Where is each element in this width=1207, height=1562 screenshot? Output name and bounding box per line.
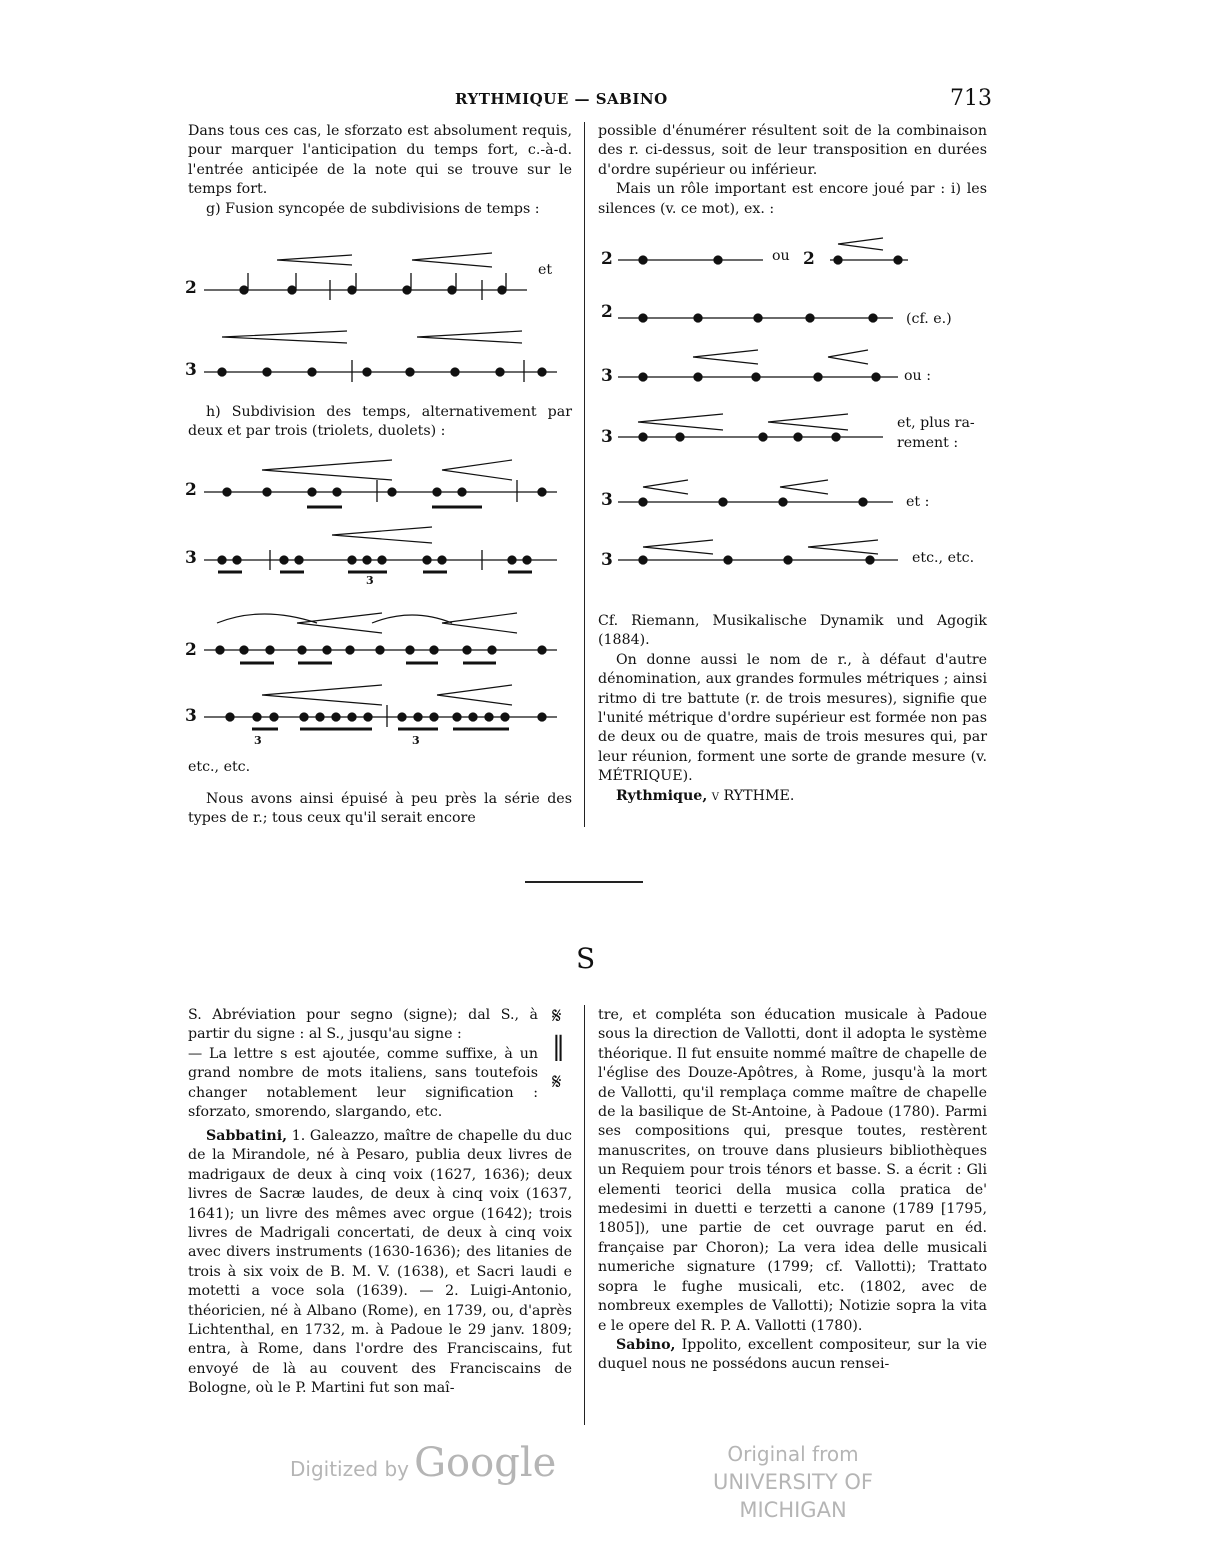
paragraph-sforzato: Dans tous ces cas, le sforzato est absolument requis, pour marquer l'anticipation du temps fort, c.-à-d. l'entrée anticipée de la note qui se trouve sur le temps fort. bbox=[188, 123, 572, 198]
sabbatini-head: Sabbatini, bbox=[206, 1128, 288, 1144]
section-letter: S bbox=[576, 942, 596, 975]
ou-colon-label: ou : bbox=[904, 368, 931, 384]
meter-i-1b: 2 bbox=[803, 249, 815, 269]
paragraph-riemann: Cf. Riemann, Musikalische Dynamik und Agogik (1884). bbox=[598, 613, 987, 649]
meter-i-3: 3 bbox=[601, 366, 613, 386]
suffix-wrap bbox=[188, 1045, 538, 1123]
running-title: RYTHMIQUE — SABINO bbox=[455, 90, 668, 108]
right-column-cont bbox=[598, 612, 987, 806]
digitized-watermark bbox=[290, 1440, 556, 1486]
paragraph-sabbatini-cont: tre, et compléta son éducation musicale à Padoue sous la direction de Vallotti, dont il adopta le système théorique. Il fut ensuite nommé maître de chapelle de l'église des Douze-Apôtres, à Rome, jusqu'à la mort de Vallotti, qu'il remplaça comme maître de chapelle de la basilique de St-Antoine, à Padoue (1780). Parmi ses compositions qui, presque toutes, restèrent manuscrites, on trouve dans plusieurs bibliothèques un Requiem pour trois ténors et basse. S. a écrit : Gli elementi teorici della musica colla pratica de' medesimi in duetti e terzetti a canone (1789 [1795, 1805]), une partie de cet ouvrage parut en éd. française par Choron); La vera idea delle musicali numeriche signature (1799; cf. Vallotti); Trattato sopra le fughe musicali, etc. (1802, avec de nombreux exemples de Vallotti); Notizie sopra la vita e le opere del R. P. A. Vallotti (1780). bbox=[598, 1007, 987, 1334]
meter-g-2: 3 bbox=[185, 360, 197, 380]
paragraph-s-abbrev: S. Abréviation pour segno (signe); dal S., à partir du signe : al S., jusqu'au signe : bbox=[188, 1007, 538, 1043]
column-divider-top bbox=[584, 122, 585, 827]
sabbatini-wrap bbox=[188, 1127, 572, 1399]
paragraph-sabbatini bbox=[188, 1127, 572, 1399]
digitized-by-text: Digitized by bbox=[290, 1457, 409, 1481]
segno-bar: ‖ bbox=[552, 1032, 565, 1062]
meter-i-6: 3 bbox=[601, 550, 613, 570]
triplet-mark-1: 3 bbox=[366, 574, 374, 587]
left-column-bottom bbox=[188, 1006, 538, 1045]
rythmique-head: Rythmique, bbox=[616, 787, 708, 804]
music-examples-left bbox=[182, 245, 582, 745]
rement-label: rement : bbox=[897, 435, 959, 451]
original-watermark bbox=[668, 1440, 918, 1524]
paragraph-g: g) Fusion syncopée de subdivisions de temps : bbox=[206, 200, 540, 217]
column-divider-bottom bbox=[584, 1005, 585, 1425]
paragraph-silences: Mais un rôle important est encore joué par : i) les silences (v. ce mot), ex. : bbox=[598, 181, 987, 217]
music-examples-right bbox=[598, 232, 908, 582]
et-colon-label: et : bbox=[906, 494, 930, 510]
meter-i-2: 2 bbox=[601, 302, 613, 322]
right-column-bottom bbox=[598, 1006, 987, 1375]
sabbatini-body: 1. Galeazzo, maître de chapelle du duc de la Mirandole, né à Pesaro, publia deux livres de madrigaux de deux à cinq voix (1627, 1636); deux livres de Sacræ laudes, de deux à cinq voix (1637, 1641); un livre des mêmes avec orgue (1642); trois livres de Madrigali concertati, de deux à cinq voix avec divers instruments (1630-1636); des litanies de trois à six voix de B. M. V. (1638), et Sacri laudi e motetti a voce sola (1639). — 2. Luigi-Antonio, théoricien, né à Albano (Rome), en 1739, ou, d'après Lichtenthal, en 1732, m. à Padoue le 29 janv. 1809; entra, à Rome, dans l'ordre des Franciscains, fut envoyé de là au couvent des Franciscains de Bologne, où le P. Martini fut son maî- bbox=[188, 1128, 572, 1397]
meter-h-2: 3 bbox=[185, 548, 197, 568]
paragraph-sabino bbox=[598, 1336, 987, 1375]
right-column-top bbox=[598, 122, 987, 219]
page-number: 713 bbox=[950, 86, 992, 111]
g-et-label: et bbox=[538, 262, 553, 278]
paragraph-combinaison: possible d'énumérer résultent soit de la combinaison des r. ci-dessus, soit de leur transposition en durées d'ordre supérieur ou inférieur. bbox=[598, 123, 987, 178]
rythmique-ref: v RYTHME. bbox=[711, 787, 795, 804]
et-plus-label: et, plus ra- bbox=[897, 415, 975, 431]
sabino-head: Sabino, bbox=[616, 1336, 676, 1353]
sabino-body: Ippolito, excellent compositeur, sur la vie duquel nous ne possédons aucun rensei- bbox=[598, 1336, 987, 1373]
paragraph-serie: Nous avons ainsi épuisé à peu près la série des types de r.; tous ceux qu'il serait encore bbox=[188, 791, 572, 827]
etc-text: etc., etc. bbox=[188, 759, 251, 775]
paragraph-ritmo: On donne aussi le nom de r., à défaut d'autre dénomination, aux grandes formules métriques ; ainsi ritmo di tre battute (r. de trois mesures), signifie que l'unité métrique d'ordre supérieur est formée non pas de deux ou de quatre, mais de trois mesures qui, par leur réunion, forment une sorte de grande mesure (v. MÉTRIQUE). bbox=[598, 651, 987, 785]
segno-sign-2: 𝄋 bbox=[552, 1070, 562, 1095]
university-text: UNIVERSITY OF MICHIGAN bbox=[713, 1470, 873, 1522]
section-rule bbox=[525, 881, 643, 883]
meter-h-4: 3 bbox=[185, 706, 197, 726]
paragraph-h: h) Subdivision des temps, alternativement par deux et par trois (triolets, duolets) : bbox=[188, 404, 572, 440]
etc-wrap bbox=[188, 758, 572, 777]
meter-i-1: 2 bbox=[601, 249, 613, 269]
meter-g-1: 2 bbox=[185, 278, 197, 298]
paragraph-rythmique bbox=[598, 787, 987, 806]
google-logo-text: Google bbox=[414, 1440, 557, 1486]
i-ou-label: ou bbox=[772, 248, 790, 264]
segno-sign-1: 𝄋 bbox=[552, 1004, 562, 1029]
meter-h-3: 2 bbox=[185, 640, 197, 660]
triplet-mark-2: 3 bbox=[254, 734, 262, 747]
paragraph-s-suffix: — La lettre s est ajoutée, comme suffixe, à un grand nombre de mots italiens, sans toutefois changer notablement leur signification : sforzato, smorendo, slargando, etc. bbox=[188, 1046, 538, 1121]
meter-h-1: 2 bbox=[185, 480, 197, 500]
cf-e-label: (cf. e.) bbox=[906, 311, 952, 327]
paragraph-serie-wrap bbox=[188, 790, 572, 829]
etc-etc-label: etc., etc. bbox=[912, 550, 975, 566]
triplet-mark-3: 3 bbox=[412, 734, 420, 747]
meter-i-4: 3 bbox=[601, 427, 613, 447]
meter-i-5: 3 bbox=[601, 490, 613, 510]
left-column-top bbox=[188, 122, 572, 219]
original-from-text: Original from bbox=[727, 1442, 859, 1466]
